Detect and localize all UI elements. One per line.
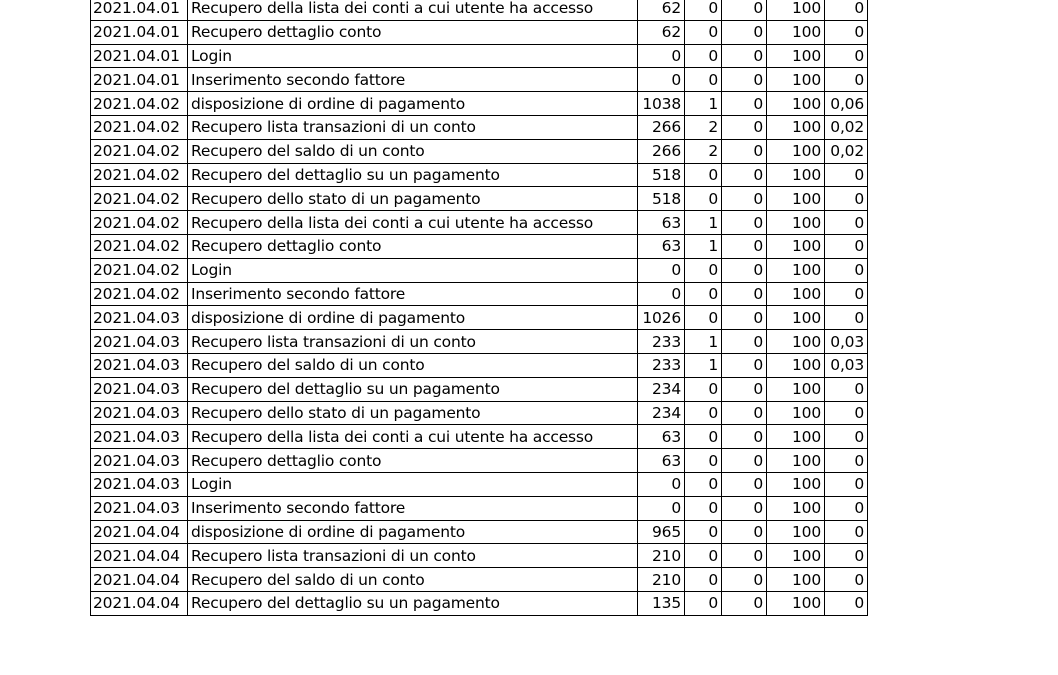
operation-cell: Recupero della lista dei conti a cui utente ha accesso — [188, 0, 638, 20]
error-rate-cell: 0 — [825, 544, 868, 568]
table-row — [91, 0, 868, 20]
errors-cell: 0 — [685, 44, 722, 68]
operation-cell: Recupero dello stato di un pagamento — [188, 187, 638, 211]
timeouts-cell: 0 — [722, 377, 767, 401]
operation-cell: Recupero lista transazioni di un conto — [188, 330, 638, 354]
errors-cell: 1 — [685, 353, 722, 377]
requests-cell: 63 — [638, 211, 685, 235]
date-cell: 2021.04.01 — [91, 68, 188, 92]
availability-cell: 100 — [767, 139, 825, 163]
error-rate-cell: 0,06 — [825, 92, 868, 116]
table-row — [91, 306, 868, 330]
error-rate-cell: 0 — [825, 234, 868, 258]
table-row — [91, 568, 868, 592]
error-rate-cell: 0 — [825, 44, 868, 68]
availability-cell: 100 — [767, 68, 825, 92]
requests-cell: 965 — [638, 520, 685, 544]
operation-cell: Recupero del saldo di un conto — [188, 139, 638, 163]
error-rate-cell: 0,02 — [825, 115, 868, 139]
table-row — [91, 472, 868, 496]
availability-cell: 100 — [767, 330, 825, 354]
operation-cell: Recupero del saldo di un conto — [188, 568, 638, 592]
errors-cell: 0 — [685, 68, 722, 92]
requests-cell: 266 — [638, 115, 685, 139]
error-rate-cell: 0 — [825, 449, 868, 473]
availability-cell: 100 — [767, 234, 825, 258]
date-cell: 2021.04.01 — [91, 0, 188, 20]
errors-cell: 0 — [685, 520, 722, 544]
table-row — [91, 258, 868, 282]
availability-cell: 100 — [767, 425, 825, 449]
error-rate-cell: 0 — [825, 306, 868, 330]
requests-cell: 0 — [638, 68, 685, 92]
requests-cell: 62 — [638, 20, 685, 44]
timeouts-cell: 0 — [722, 115, 767, 139]
operation-cell: Recupero del dettaglio su un pagamento — [188, 377, 638, 401]
availability-cell: 100 — [767, 0, 825, 20]
timeouts-cell: 0 — [722, 472, 767, 496]
availability-cell: 100 — [767, 187, 825, 211]
timeouts-cell: 0 — [722, 401, 767, 425]
timeouts-cell: 0 — [722, 234, 767, 258]
timeouts-cell: 0 — [722, 449, 767, 473]
date-cell: 2021.04.02 — [91, 187, 188, 211]
table-row — [91, 211, 868, 235]
table-row — [91, 234, 868, 258]
errors-cell: 0 — [685, 258, 722, 282]
table-row — [91, 591, 868, 615]
operation-cell: Login — [188, 258, 638, 282]
requests-cell: 233 — [638, 330, 685, 354]
date-cell: 2021.04.03 — [91, 306, 188, 330]
operation-cell: Recupero del dettaglio su un pagamento — [188, 591, 638, 615]
timeouts-cell: 0 — [722, 282, 767, 306]
table-row — [91, 449, 868, 473]
availability-cell: 100 — [767, 353, 825, 377]
operation-cell: Recupero della lista dei conti a cui utente ha accesso — [188, 425, 638, 449]
errors-cell: 0 — [685, 496, 722, 520]
timeouts-cell: 0 — [722, 258, 767, 282]
availability-cell: 100 — [767, 544, 825, 568]
errors-cell: 0 — [685, 425, 722, 449]
date-cell: 2021.04.02 — [91, 92, 188, 116]
table-row — [91, 282, 868, 306]
requests-cell: 234 — [638, 401, 685, 425]
errors-cell: 0 — [685, 544, 722, 568]
date-cell: 2021.04.02 — [91, 258, 188, 282]
timeouts-cell: 0 — [722, 591, 767, 615]
errors-cell: 0 — [685, 282, 722, 306]
timeouts-cell: 0 — [722, 496, 767, 520]
date-cell: 2021.04.03 — [91, 401, 188, 425]
error-rate-cell: 0 — [825, 282, 868, 306]
timeouts-cell: 0 — [722, 568, 767, 592]
error-rate-cell: 0 — [825, 187, 868, 211]
errors-cell: 2 — [685, 115, 722, 139]
date-cell: 2021.04.03 — [91, 353, 188, 377]
table-body — [91, 0, 868, 615]
requests-cell: 518 — [638, 187, 685, 211]
requests-cell: 63 — [638, 425, 685, 449]
timeouts-cell: 0 — [722, 139, 767, 163]
table-row — [91, 92, 868, 116]
requests-cell: 234 — [638, 377, 685, 401]
date-cell: 2021.04.01 — [91, 20, 188, 44]
timeouts-cell: 0 — [722, 163, 767, 187]
requests-cell: 266 — [638, 139, 685, 163]
table-row — [91, 44, 868, 68]
table-row — [91, 68, 868, 92]
availability-cell: 100 — [767, 520, 825, 544]
date-cell: 2021.04.03 — [91, 330, 188, 354]
date-cell: 2021.04.02 — [91, 234, 188, 258]
requests-cell: 63 — [638, 234, 685, 258]
table-row — [91, 520, 868, 544]
timeouts-cell: 0 — [722, 330, 767, 354]
errors-cell: 0 — [685, 401, 722, 425]
requests-cell: 0 — [638, 496, 685, 520]
date-cell: 2021.04.03 — [91, 496, 188, 520]
requests-cell: 233 — [638, 353, 685, 377]
operation-cell: Recupero del saldo di un conto — [188, 353, 638, 377]
availability-cell: 100 — [767, 472, 825, 496]
operation-cell: Login — [188, 472, 638, 496]
requests-cell: 62 — [638, 0, 685, 20]
error-rate-cell: 0 — [825, 0, 868, 20]
availability-cell: 100 — [767, 401, 825, 425]
table-row — [91, 187, 868, 211]
timeouts-cell: 0 — [722, 68, 767, 92]
operation-cell: Inserimento secondo fattore — [188, 282, 638, 306]
timeouts-cell: 0 — [722, 0, 767, 20]
operation-cell: Inserimento secondo fattore — [188, 496, 638, 520]
table-row — [91, 115, 868, 139]
timeouts-cell: 0 — [722, 353, 767, 377]
availability-cell: 100 — [767, 92, 825, 116]
errors-cell: 0 — [685, 377, 722, 401]
error-rate-cell: 0 — [825, 425, 868, 449]
availability-cell: 100 — [767, 496, 825, 520]
error-rate-cell: 0 — [825, 520, 868, 544]
table-row — [91, 20, 868, 44]
table-row — [91, 496, 868, 520]
requests-cell: 518 — [638, 163, 685, 187]
errors-cell: 0 — [685, 20, 722, 44]
requests-cell: 63 — [638, 449, 685, 473]
operation-cell: Recupero lista transazioni di un conto — [188, 544, 638, 568]
requests-cell: 1026 — [638, 306, 685, 330]
availability-cell: 100 — [767, 591, 825, 615]
error-rate-cell: 0 — [825, 472, 868, 496]
timeouts-cell: 0 — [722, 44, 767, 68]
timeouts-cell: 0 — [722, 211, 767, 235]
date-cell: 2021.04.04 — [91, 544, 188, 568]
date-cell: 2021.04.03 — [91, 472, 188, 496]
timeouts-cell: 0 — [722, 306, 767, 330]
errors-cell: 0 — [685, 568, 722, 592]
requests-cell: 210 — [638, 568, 685, 592]
error-rate-cell: 0,03 — [825, 330, 868, 354]
errors-cell: 0 — [685, 472, 722, 496]
availability-cell: 100 — [767, 568, 825, 592]
table-row — [91, 401, 868, 425]
errors-cell: 0 — [685, 187, 722, 211]
error-rate-cell: 0 — [825, 211, 868, 235]
availability-cell: 100 — [767, 306, 825, 330]
table-row — [91, 330, 868, 354]
error-rate-cell: 0 — [825, 163, 868, 187]
error-rate-cell: 0,03 — [825, 353, 868, 377]
availability-cell: 100 — [767, 163, 825, 187]
table-row — [91, 377, 868, 401]
errors-cell: 2 — [685, 139, 722, 163]
date-cell: 2021.04.04 — [91, 591, 188, 615]
errors-cell: 0 — [685, 306, 722, 330]
requests-cell: 1038 — [638, 92, 685, 116]
date-cell: 2021.04.03 — [91, 449, 188, 473]
date-cell: 2021.04.03 — [91, 377, 188, 401]
requests-cell: 210 — [638, 544, 685, 568]
operation-cell: Recupero dettaglio conto — [188, 234, 638, 258]
operation-cell: disposizione di ordine di pagamento — [188, 520, 638, 544]
date-cell: 2021.04.02 — [91, 139, 188, 163]
operation-cell: Recupero dello stato di un pagamento — [188, 401, 638, 425]
operation-cell: Recupero della lista dei conti a cui utente ha accesso — [188, 211, 638, 235]
availability-cell: 100 — [767, 211, 825, 235]
errors-cell: 1 — [685, 330, 722, 354]
error-rate-cell: 0 — [825, 68, 868, 92]
error-rate-cell: 0 — [825, 20, 868, 44]
date-cell: 2021.04.02 — [91, 211, 188, 235]
errors-cell: 1 — [685, 234, 722, 258]
operation-cell: Recupero lista transazioni di un conto — [188, 115, 638, 139]
errors-cell: 0 — [685, 591, 722, 615]
table-row — [91, 425, 868, 449]
data-table — [90, 0, 868, 616]
requests-cell: 0 — [638, 472, 685, 496]
operation-cell: disposizione di ordine di pagamento — [188, 92, 638, 116]
operation-cell: Recupero dettaglio conto — [188, 20, 638, 44]
errors-cell: 0 — [685, 163, 722, 187]
table-row — [91, 544, 868, 568]
operation-cell: Login — [188, 44, 638, 68]
timeouts-cell: 0 — [722, 92, 767, 116]
availability-cell: 100 — [767, 377, 825, 401]
date-cell: 2021.04.01 — [91, 44, 188, 68]
operation-cell: Recupero dettaglio conto — [188, 449, 638, 473]
date-cell: 2021.04.02 — [91, 282, 188, 306]
timeouts-cell: 0 — [722, 520, 767, 544]
date-cell: 2021.04.04 — [91, 568, 188, 592]
availability-cell: 100 — [767, 258, 825, 282]
timeouts-cell: 0 — [722, 20, 767, 44]
error-rate-cell: 0 — [825, 377, 868, 401]
error-rate-cell: 0,02 — [825, 139, 868, 163]
error-rate-cell: 0 — [825, 401, 868, 425]
errors-cell: 0 — [685, 449, 722, 473]
availability-cell: 100 — [767, 282, 825, 306]
error-rate-cell: 0 — [825, 568, 868, 592]
errors-cell: 0 — [685, 0, 722, 20]
availability-cell: 100 — [767, 449, 825, 473]
table-row — [91, 353, 868, 377]
timeouts-cell: 0 — [722, 425, 767, 449]
timeouts-cell: 0 — [722, 187, 767, 211]
operation-cell: Recupero del dettaglio su un pagamento — [188, 163, 638, 187]
error-rate-cell: 0 — [825, 258, 868, 282]
operation-cell: Inserimento secondo fattore — [188, 68, 638, 92]
table-row — [91, 163, 868, 187]
timeouts-cell: 0 — [722, 544, 767, 568]
requests-cell: 0 — [638, 282, 685, 306]
requests-cell: 0 — [638, 258, 685, 282]
errors-cell: 1 — [685, 92, 722, 116]
date-cell: 2021.04.03 — [91, 425, 188, 449]
errors-cell: 1 — [685, 211, 722, 235]
error-rate-cell: 0 — [825, 496, 868, 520]
availability-cell: 100 — [767, 115, 825, 139]
date-cell: 2021.04.02 — [91, 163, 188, 187]
date-cell: 2021.04.02 — [91, 115, 188, 139]
requests-cell: 135 — [638, 591, 685, 615]
availability-cell: 100 — [767, 20, 825, 44]
date-cell: 2021.04.04 — [91, 520, 188, 544]
table-row — [91, 139, 868, 163]
requests-cell: 0 — [638, 44, 685, 68]
availability-cell: 100 — [767, 44, 825, 68]
error-rate-cell: 0 — [825, 591, 868, 615]
operation-cell: disposizione di ordine di pagamento — [188, 306, 638, 330]
